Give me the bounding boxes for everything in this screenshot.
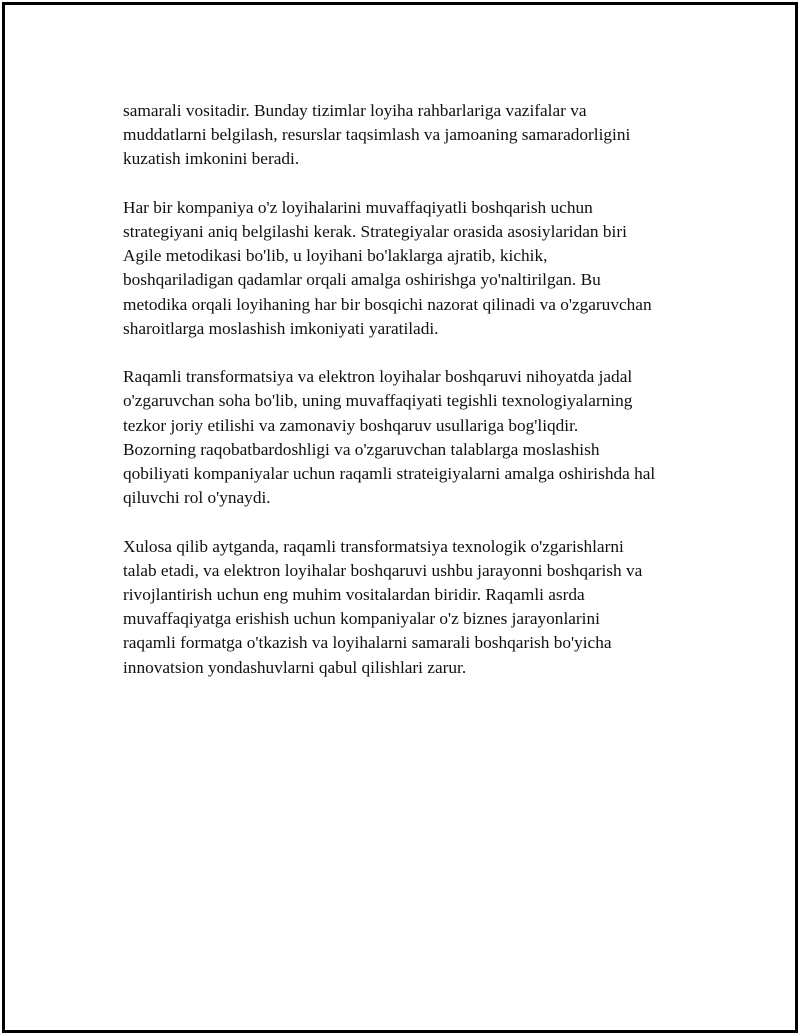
paragraph-1: samarali vositadir. Bunday tizimlar loyiha rahbarlariga vazifalar va muddatlarni belgilash, resurslar taqsimlash va jamoaning samaradorligini kuzatish imkonini beradi.: [123, 101, 631, 169]
page-frame: [2, 2, 798, 1033]
paragraph-3: Raqamli transformatsiya va elektron loyihalar boshqaruvi nihoyatda jadal o'zgaruvchan soha bo'lib, uning muvaffaqiyati tegishli texnologiyalarning tezkor joriy etilishi va zamonaviy boshqaruv usullariga bog'liqdir. Bozorning raqobatbardoshligi va o'zgaruvchan talablarga moslashish qobiliyati kompaniyalar uchun raqamli strateigiyalarni amalga oshirishda hal qiluvchi rol o'ynaydi.: [123, 367, 656, 508]
paragraph-2: Har bir kompaniya o'z loyihalarini muvaffaqiyatli boshqarish uchun strategiyani aniq belgilashi kerak. Strategiyalar orasida asosiylaridan biri Agile metodikasi bo'lib, u loyihani bo'laklarga ajratib, kichik, boshqariladigan qadamlar orqali amalga oshirishga yo'naltirilgan. Bu metodika orqali loyihaning har bir bosqichi nazorat qilinadi va o'zgaruvchan sharoitlarga moslashish imkoniyati yaratiladi.: [123, 197, 652, 338]
paragraph-4: Xulosa qilib aytganda, raqamli transformatsiya texnologik o'zgarishlarni talab etadi, va elektron loyihalar boshqaruvi ushbu jarayonni boshqarish va rivojlantirish uchun eng muhim vositalardan biridir. Raqamli asrda muvaffaqiyatga erishish uchun kompaniyalar o'z biznes jarayonlarini raqamli formatga o'tkazish va loyihalarni samarali boshqarish bo'yicha innovatsion yondashuvlarni qabul qilishlari zarur.: [123, 536, 643, 677]
document-body: [123, 99, 708, 704]
